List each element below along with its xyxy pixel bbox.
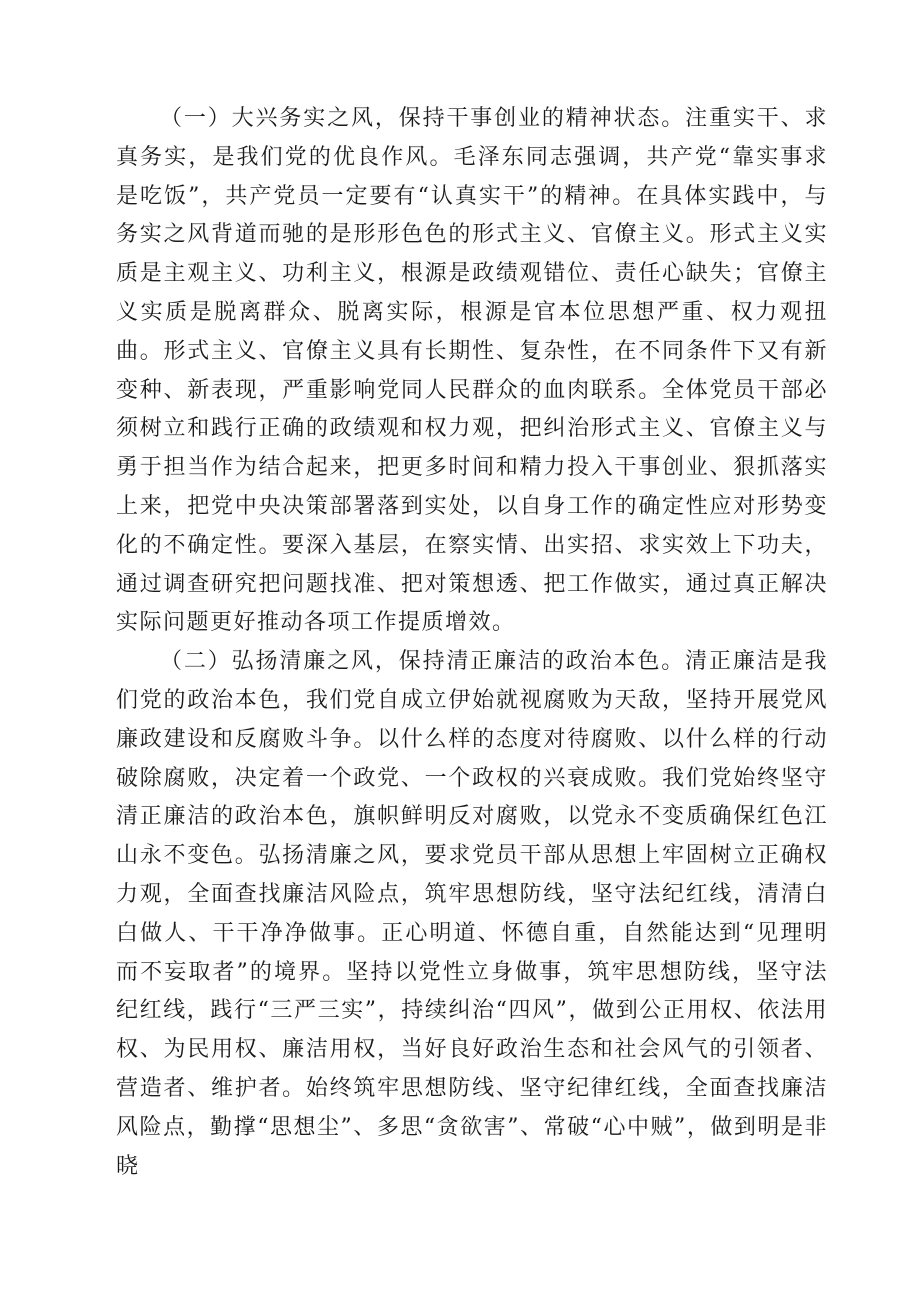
paragraph-pragmatism: （一）大兴务实之风，保持干事创业的精神状态。注重实干、求真务实，是我们党的优良作风。毛泽东同志强调，共产党“靠实事求是吃饭”，共产党员一定要有“认真实干”的精神。在具体实践中，与务实之风背道而驰的是形形色色的形式主义、官僚主义。形式主义实质是主观主义、功利主义，根源是政绩观错位、责任心缺失；官僚主义实质是脱离群众、脱离实际，根源是官本位思想严重、权力观扭曲。形式主义、官僚主义具有长期性、复杂性，在不同条件下又有新变种、新表现，严重影响党同人民群众的血肉联系。全体党员干部必须树立和践行正确的政绩观和权力观，把纠治形式主义、官僚主义与勇于担当作为结合起来，把更多时间和精力投入干事创业、狠抓落实上来，把党中央决策部署落到实处，以自身工作的确定性应对形势变化的不确定性。要深入基层，在察实情、出实招、求实效上下功夫，通过调查研究把问题找准、把对策想透、把工作做实，通过真正解决实际问题更好推动各项工作提质增效。	[116, 106, 828, 636]
paragraph-integrity: （二）弘扬清廉之风，保持清正廉洁的政治本色。清正廉洁是我们党的政治本色，我们党自成立伊始就视腐败为天敌，坚持开展党风廉政建设和反腐败斗争。以什么样的态度对待腐败、以什么样的行动破除腐败，决定着一个政党、一个政权的兴衰成败。我们党始终坚守清正廉洁的政治本色，旗帜鲜明反对腐败，以党永不变质确保红色江山永不变色。弘扬清廉之风，要求党员干部从思想上牢固树立正确权力观，全面查找廉洁风险点，筑牢思想防线，坚守法纪红线，清清白白做人、干干净净做事。正心明道、怀德自重，自然能达到“见理明而不妄取者”的境界。坚持以党性立身做事，筑牢思想防线，坚守法纪红线，践行“三严三实”，持续纠治“四风”，做到公正用权、依法用权、为民用权、廉洁用权，当好良好政治生态和社会风气的引领者、营造者、维护者。始终筑牢思想防线、坚守纪律红线，全面查找廉洁风险点，勤撑“思想尘”、多思“贪欲害”、常破“心中贼”，做到明是非晓	[116, 649, 828, 1179]
document-body	[116, 100, 828, 1186]
